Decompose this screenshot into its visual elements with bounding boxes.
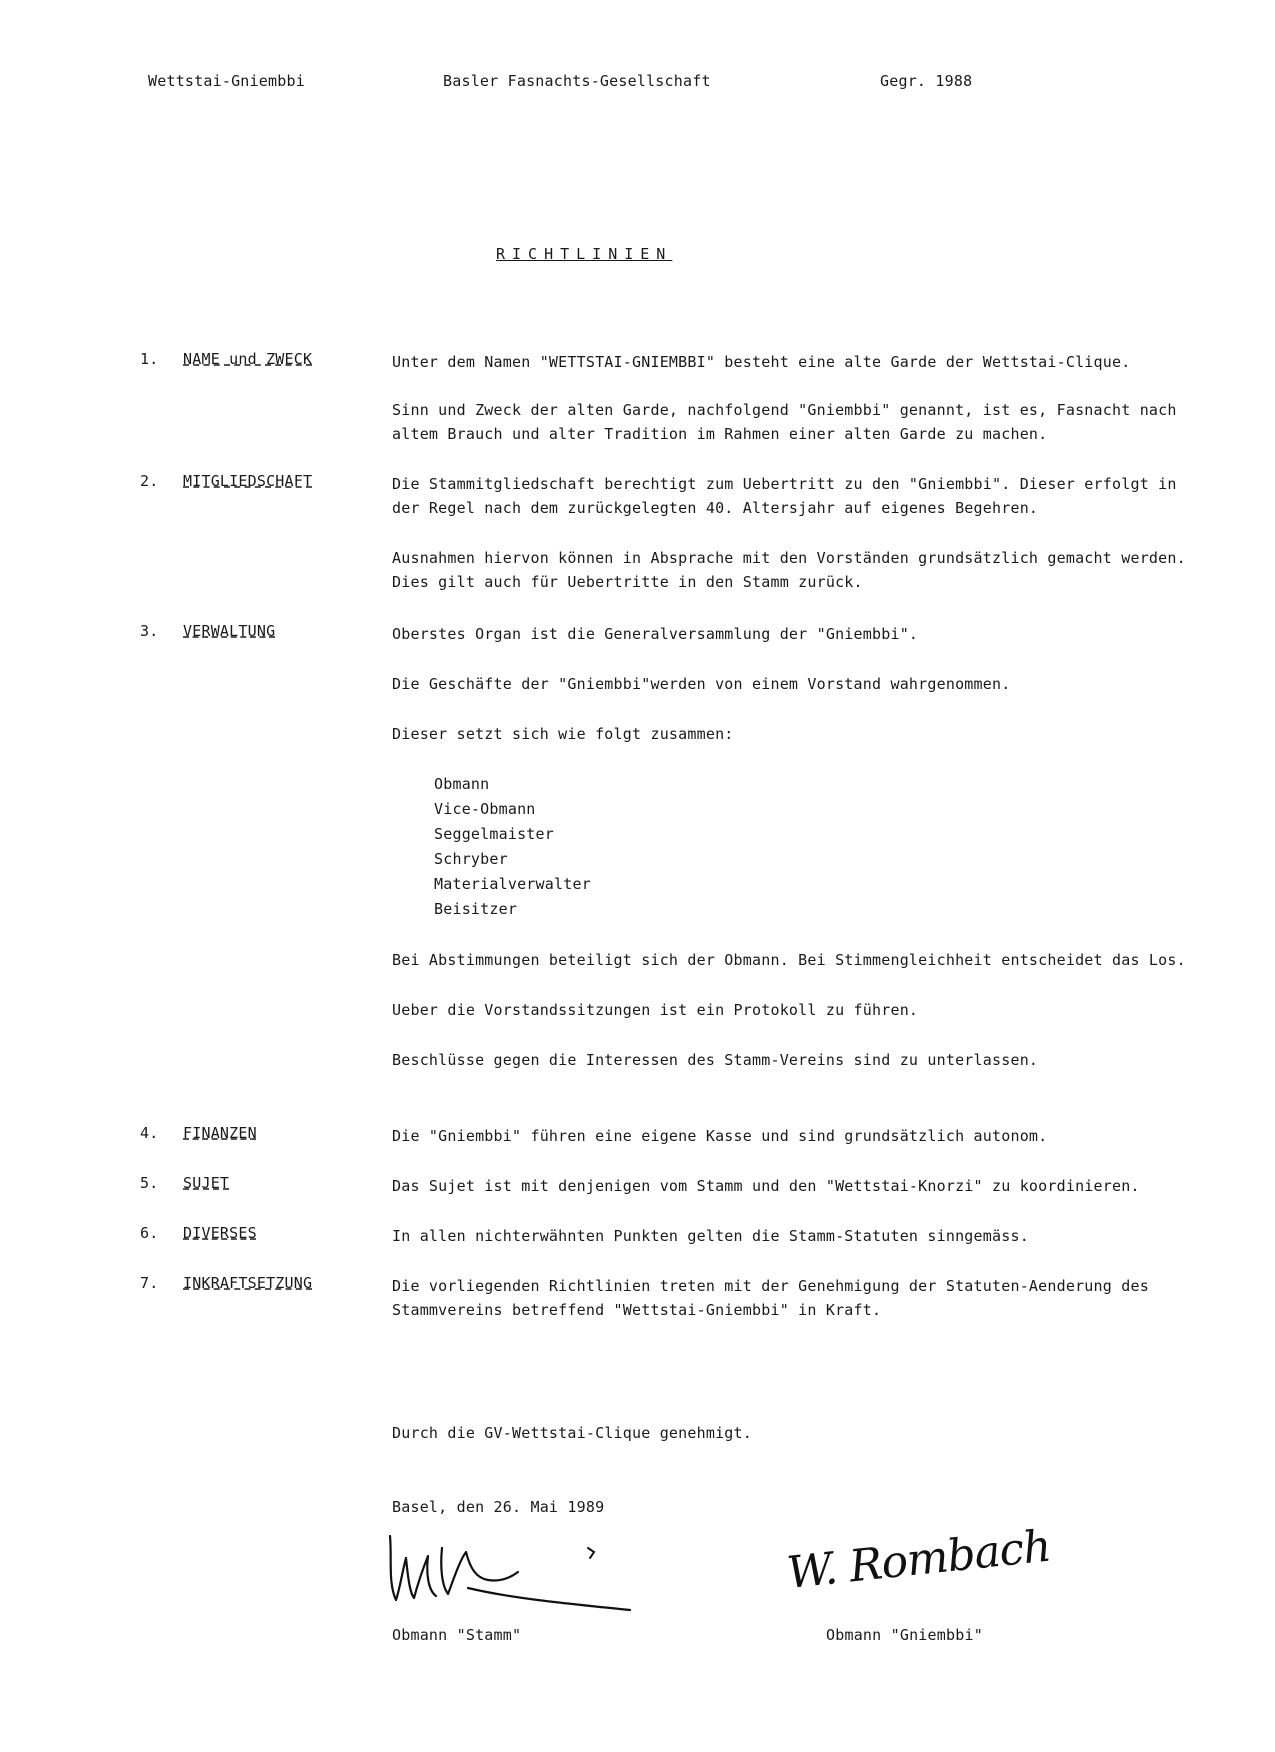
approval-note: Durch die GV-Wettstai-Clique genehmigt. (392, 1424, 752, 1442)
section-number: 1. (140, 350, 159, 368)
paragraph-line: Dieser setzt sich wie folgt zusammen: (392, 725, 734, 743)
section-number: 3. (140, 622, 159, 640)
list-item: Obmann (434, 775, 490, 793)
section-paragraph (392, 622, 1152, 646)
section-paragraph (392, 350, 1152, 374)
paragraph-line: Das Sujet ist mit denjenigen vom Stamm und den "Wettstai-Knorzi" zu koordinieren. (392, 1177, 1140, 1195)
section-label: SUJET (183, 1174, 230, 1192)
section-paragraph (392, 398, 1177, 446)
section-number: 6. (140, 1224, 159, 1242)
section-number: 7. (140, 1274, 159, 1292)
section-paragraph (392, 1224, 1152, 1248)
paragraph-line: Dies gilt auch für Uebertritte in den Stamm zurück. (392, 573, 863, 591)
paragraph-line: Beschlüsse gegen die Interessen des Stamm-Vereins sind zu unterlassen. (392, 1051, 1039, 1069)
section-number: 2. (140, 472, 159, 490)
paragraph-line: Bei Abstimmungen beteiligt sich der Obmann. Bei Stimmengleichheit entscheidet das Los. (392, 951, 1186, 969)
signature-label-gniembbi: Obmann "Gniembbi" (826, 1626, 983, 1644)
section-paragraph (392, 546, 1186, 594)
section-paragraph (392, 1174, 1152, 1198)
section-paragraph (392, 1048, 1152, 1072)
section-number: 4. (140, 1124, 159, 1142)
paragraph-line: Sinn und Zweck der alten Garde, nachfolgend "Gniembbi" genannt, ist es, Fasnacht nach (392, 401, 1177, 419)
list-item: Schryber (434, 850, 508, 868)
section-number: 5. (140, 1174, 159, 1192)
paragraph-line: Stammvereins betreffend "Wettstai-Gniembbi" in Kraft. (392, 1301, 882, 1319)
list-item: Materialverwalter (434, 875, 591, 893)
list-item: Beisitzer (434, 900, 518, 918)
document-title: RICHTLINIEN (496, 245, 673, 263)
list-item: Vice-Obmann (434, 800, 536, 818)
section-paragraph (392, 722, 1152, 746)
header-center: Basler Fasnachts-Gesellschaft (443, 72, 711, 90)
paragraph-line: Unter dem Namen "WETTSTAI-GNIEMBBI" besteht eine alte Garde der Wettstai-Clique. (392, 353, 1131, 371)
paragraph-line: der Regel nach dem zurückgelegten 40. Altersjahr auf eigenes Begehren. (392, 499, 1039, 517)
signature-label-stamm: Obmann "Stamm" (392, 1626, 522, 1644)
section-label: NAME und ZWECK (183, 350, 313, 368)
section-paragraph (392, 1274, 1152, 1322)
paragraph-line: Die Geschäfte der "Gniembbi"werden von einem Vorstand wahrgenommen. (392, 675, 1011, 693)
section-label: FINANZEN (183, 1124, 257, 1142)
section-paragraph (392, 948, 1186, 972)
section-label: MITGLIEDSCHAFT (183, 472, 313, 490)
signature-gniembbi: W. Rombach (784, 1520, 1053, 1599)
header-left: Wettstai-Gniembbi (148, 72, 305, 90)
section-label: DIVERSES (183, 1224, 257, 1242)
section-paragraph (392, 472, 1177, 520)
paragraph-line: Die vorliegenden Richtlinien treten mit der Genehmigung der Statuten-Aenderung des (392, 1277, 1149, 1295)
paragraph-line: Die "Gniembbi" führen eine eigene Kasse und sind grundsätzlich autonom. (392, 1127, 1048, 1145)
paragraph-line: Oberstes Organ ist die Generalversammlung der "Gniembbi". (392, 625, 919, 643)
list-item: Seggelmaister (434, 825, 554, 843)
paragraph-line: Ausnahmen hiervon können in Absprache mit den Vorständen grundsätzlich gemacht werden. (392, 549, 1186, 567)
section-paragraph (392, 998, 1152, 1022)
section-paragraph (392, 672, 1152, 696)
board-member-list (434, 772, 591, 922)
place-date: Basel, den 26. Mai 1989 (392, 1498, 605, 1516)
paragraph-line: In allen nichterwähnten Punkten gelten die Stamm-Statuten sinngemäss. (392, 1227, 1029, 1245)
section-label: INKRAFTSETZUNG (183, 1274, 313, 1292)
paragraph-line: Ueber die Vorstandssitzungen ist ein Protokoll zu führen. (392, 1001, 919, 1019)
header-right: Gegr. 1988 (880, 72, 973, 90)
paragraph-line: Die Stammitgliedschaft berechtigt zum Uebertritt zu den "Gniembbi". Dieser erfolgt in (392, 475, 1177, 493)
paragraph-line: altem Brauch und alter Tradition im Rahmen einer alten Garde zu machen. (392, 425, 1048, 443)
signature-stamm-icon (380, 1528, 640, 1618)
section-label: VERWALTUNG (183, 622, 276, 640)
section-paragraph (392, 1124, 1152, 1148)
